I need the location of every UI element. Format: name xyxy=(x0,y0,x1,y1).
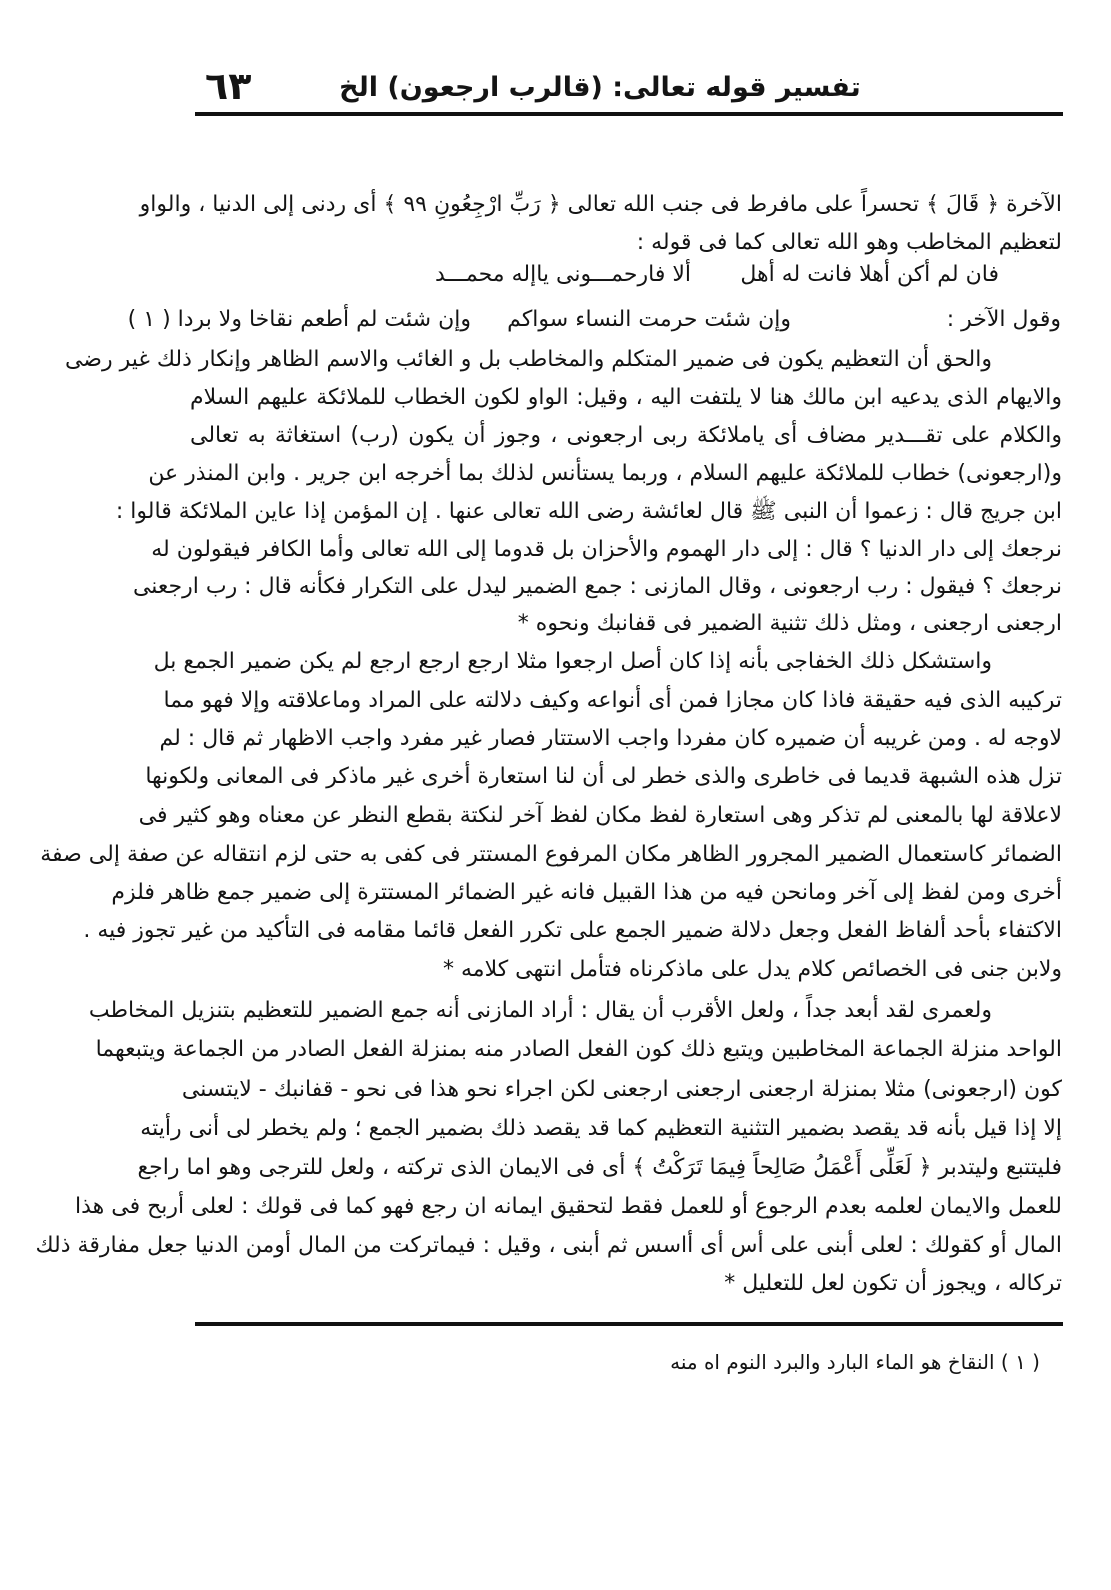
verse-2-intro: وقول الآخر : xyxy=(946,307,1061,332)
verse-2-first-hemistich: وإن شئت حرمت النساء سواكم xyxy=(507,307,791,332)
text-line: واستشكل ذلك الخفاجى بأنه إذا كان أصل ارجعوا مثلا ارجع ارجع ارجع لم يكن ضمير الجمع بل xyxy=(153,649,992,674)
text-line: إلا إذا قيل بأنه قد يقصد بضمير التثنية التعظيم كما قد يقصد ذلك بضمير الجمع ؛ ولم يخطر لى أنى رأيته xyxy=(140,1116,1062,1141)
text-line: والايهام الذى يدعيه ابن مالك هنا لا يلتفت اليه ، وقيل: الواو لكون الخطاب للملائكة عليهم السلام xyxy=(190,385,1062,410)
verse-2-second-hemistich: وإن شئت لم أطعم نقاخا ولا بردا ( ١ ) xyxy=(127,307,471,332)
verse-1-second-hemistich: فان لم أكن أهلا فانت له أهل xyxy=(740,262,999,287)
text-line: الضمائر كاستعمال الضمير المجرور الظاهر مكان المرفوع المستتر فى كفى به حتى لزم انتقاله عن صفة إلى صفة xyxy=(40,842,1062,867)
text-line: المال أو كقولك : لعلى أبنى على أس أى أاسس ثم أبنى ، وقيل : فيماتركت من المال أومن الدنيا جعل مفارقة ذلك xyxy=(35,1233,1062,1258)
text-line: لاعلاقة لها بالمعنى لم تذكر وهى استعارة لفظ مكان لفظ آخر لنكتة بقطع النظر عن معناه وهو كثير فى xyxy=(138,803,1062,828)
text-line: ولابن جنى فى الخصائص كلام يدل على ماذكرناه فتأمل انتهى كلامه * xyxy=(443,957,1062,982)
text-line: تزل هذه الشبهة قديما فى خاطرى والذى خطر لى أن لنا استعارة أخرى غير ماذكر فى المعانى ولكونها xyxy=(145,764,1062,789)
text-line: ولعمرى لقد أبعد جداً ، ولعل الأقرب أن يقال : أراد المازنى أنه جمع الضمير للتعظيم بتنزيل المخاطب xyxy=(88,998,992,1023)
text-line: فليتتبع وليتدبر ﴿ لَعَلِّى أَعْمَلُ صَالِحاً فِيمَا تَرَكْتُ ﴾ أى فى الايمان الذى تركته ، ولعل للترجى وهو اما راجع xyxy=(137,1155,1062,1180)
text-line: ارجعنى ارجعنى ، ومثل ذلك تثنية الضمير فى قفانبك ونحوه * xyxy=(517,611,1062,636)
footnote: ( ١ ) النقاخ هو الماء البارد والبرد النوم اه منه xyxy=(670,1350,1040,1374)
text-line: الواحد منزلة الجماعة المخاطبين ويتبع ذلك كون الفعل الصادر منه بمنزلة الفعل الصادر من الجماعة ويتبعهما xyxy=(95,1037,1062,1062)
text-line: والكلام على تقـــدير مضاف أى ياملائكة ربى ارجعونى ، وجوز أن يكون (رب) استغاثة به تعالى xyxy=(190,423,1062,448)
text-line: ابن جريج قال : زعموا أن النبى ﷺ قال لعائشة رضى الله تعالى عنها . إن المؤمن إذا عاين الملائكة قالوا : xyxy=(115,499,1062,524)
verse-1-first-hemistich: ألا فارحمـــونى ياإله محمـــد xyxy=(435,262,691,287)
text-line: كون (ارجعونى) مثلا بمنزلة ارجعنى ارجعنى ارجعنى لكن اجراء نحو هذا فى نحو - قفانبك - لايتسنى xyxy=(181,1077,1062,1102)
text-line: و(ارجعونى) خطاب للملائكة عليهم السلام ، وربما يستأنس لذلك بما أخرجه ابن جرير . وابن المنذر عن xyxy=(148,461,1062,486)
text-line: لتعظيم المخاطب وهو الله تعالى كما فى قوله : xyxy=(636,230,1062,255)
text-line: نرجعك إلى دار الدنيا ؟ قال : إلى دار الهموم والأحزان بل قدوما إلى الله تعالى وأما الكافر فيقولون له xyxy=(151,537,1062,562)
text-line: تركيبه الذى فيه حقيقة فاذا كان مجازا فمن أى أنواعه وكيف دلالته على المراد وماعلاقته وإلا فهو مما xyxy=(163,688,1062,713)
running-title: تفسير قوله تعالى: (قالرب ارجعون) الخ xyxy=(339,72,861,103)
footnote-rule xyxy=(195,1322,1063,1326)
text-line: الاكتفاء بأحد ألفاظ الفعل وجعل دلالة ضمير الجمع على تكرر الفعل قائما مقامه فى التأكيد من غير تجوز فيه . xyxy=(83,918,1062,943)
text-line: والحق أن التعظيم يكون فى ضمير المتكلم والمخاطب بل و الغائب والاسم الظاهر وإنكار ذلك غير رضى xyxy=(64,347,992,372)
page-number: ٦٣ xyxy=(205,64,252,108)
text-line: للعمل والايمان لعلمه بعدم الرجوع أو للعمل فقط لتحقيق ايمانه ان رجع فهو كما فى قولك : لعلى أربح فى هذا xyxy=(75,1194,1062,1219)
text-line: أخرى ومن لفظ إلى آخر ومانحن فيه من هذا القبيل فانه غير الضمائر المستترة إلى ضمير جمع ظاهر فلزم xyxy=(111,880,1062,905)
text-line: لاوجه له . ومن غريبه أن ضميره كان مفردا واجب الاستتار فصار غير مفرد واجب الاظهار ثم قال : لم xyxy=(159,726,1062,751)
text-line: نرجعك ؟ فيقول : رب ارجعونى ، وقال المازنى : جمع الضمير ليدل على التكرار فكأنه قال : رب ارجعنى xyxy=(132,574,1062,599)
header-rule xyxy=(195,112,1063,116)
text-line: تركاله ، ويجوز أن تكون لعل للتعليل * xyxy=(724,1271,1062,1296)
text-line: الآخرة ﴿ قَالَ ﴾ تحسراً على مافرط فى جنب الله تعالى ﴿ رَبِّ ارْجِعُونِ ٩٩ ﴾ أى ردنى إلى الدنيا ، والواو xyxy=(139,192,1062,217)
